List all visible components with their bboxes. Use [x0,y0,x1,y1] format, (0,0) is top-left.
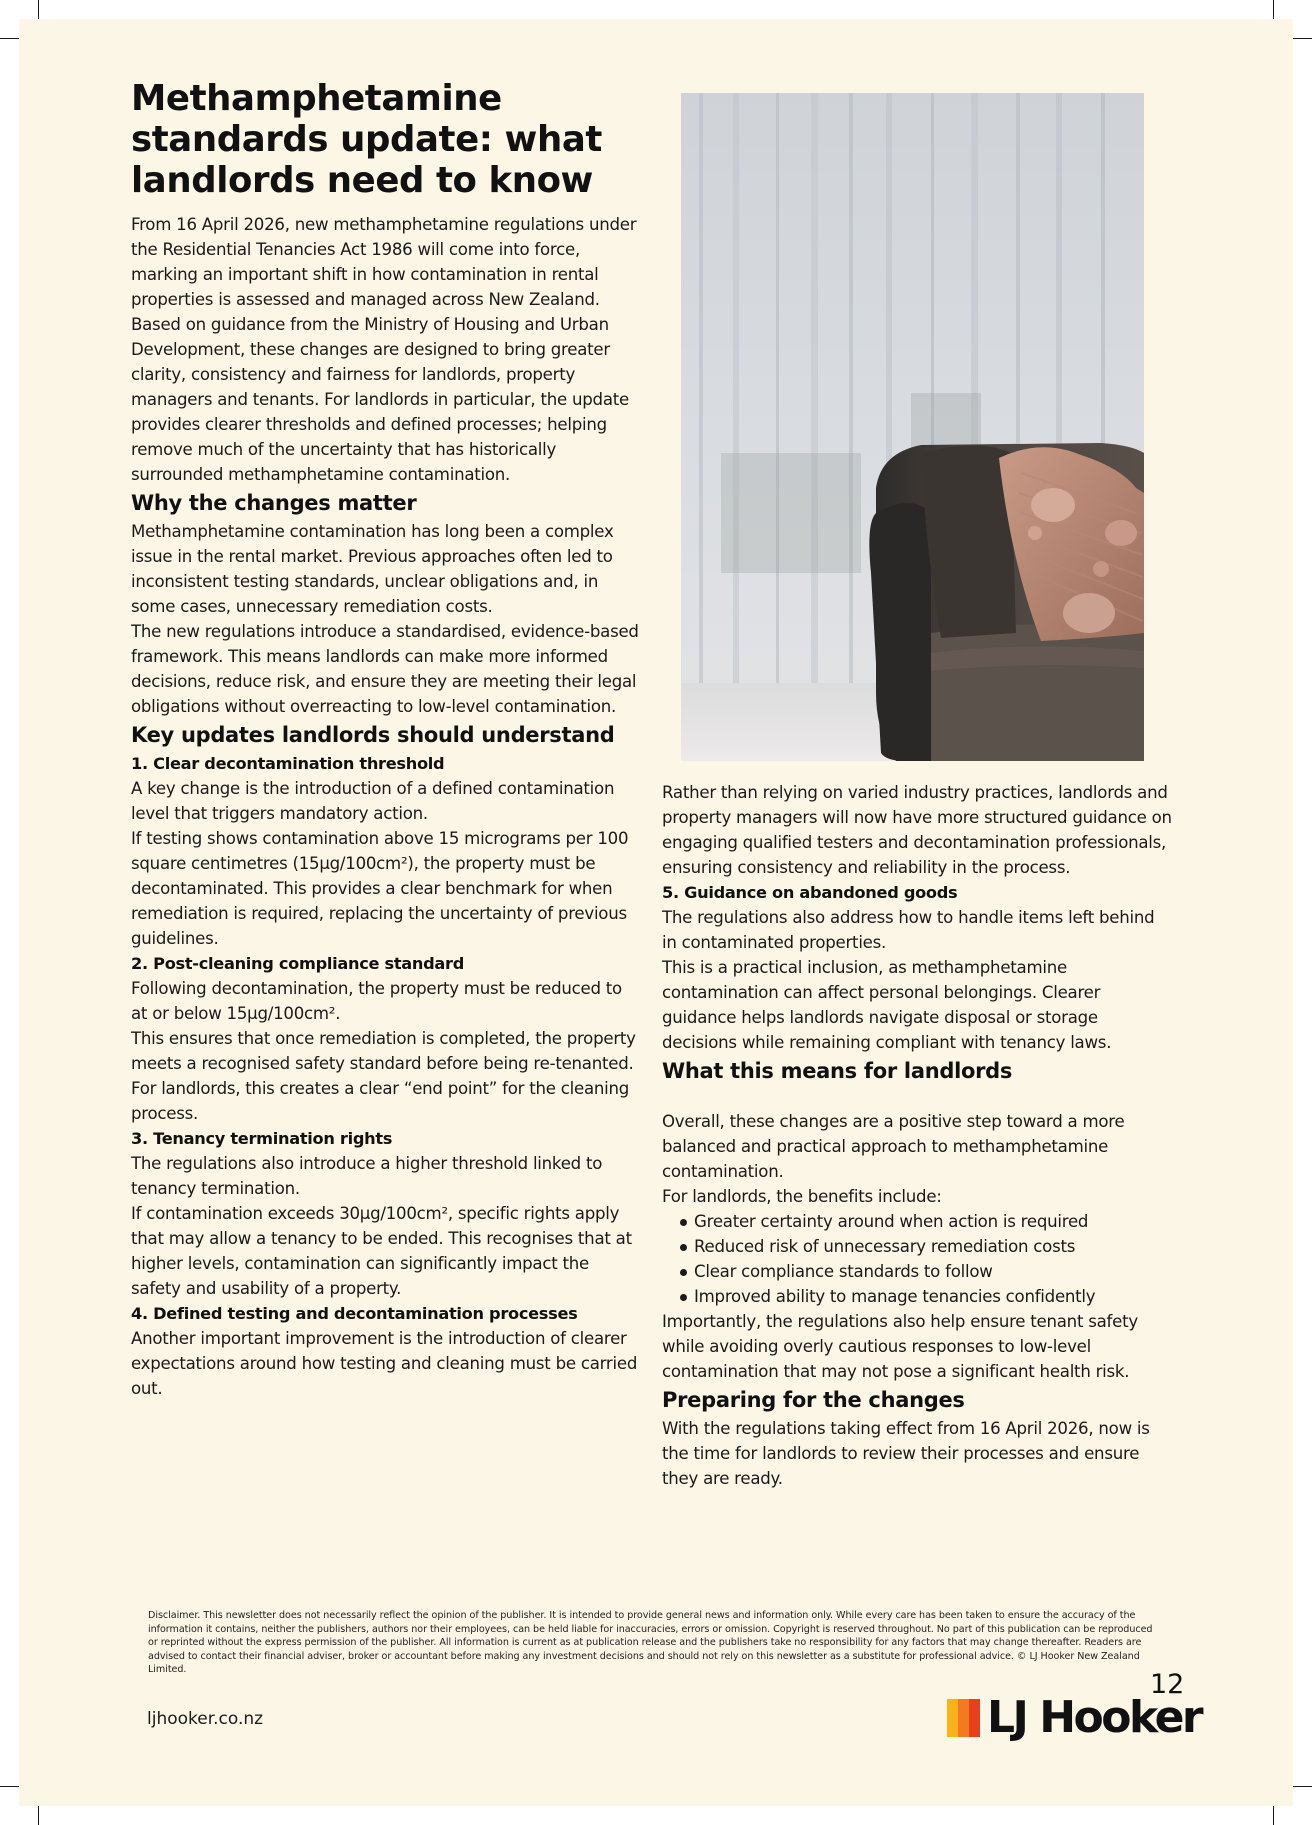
disclaimer-text: Disclaimer. This newsletter does not necessarily reflect the opinion of the publisher. It is intended to provide general news and information only. While every care has been taken to ensure the accuracy of the information it contains, neither the publishers, authors nor their employees, can be held liable for inaccuracies, errors or omission. Copyright is reserved throughout. No part of this publication can be reproduced or reprinted without the express permission of the publisher. All information is current as at publication release and the publishers take no responsibility for any factors that may change thereafter. Readers are advised to contact their financial adviser, broker or accountant before making any investment decisions and should not rely on this newsletter as a substitute for professional advice. © LJ Hooker New Zealand Limited. [148,1610,1153,1675]
list-item: Reduced risk of unnecessary remediation costs [682,1234,1172,1259]
update-title: 3. Tenancy termination rights [131,1129,393,1148]
list-item: Greater certainty around when action is required [682,1209,1172,1234]
list-item: Improved ability to manage tenancies confidently [682,1284,1172,1309]
left-column [131,78,641,1401]
update-paragraph: If testing shows contamination above 15 micrograms per 100 square centimetres (15µg/100cm²), the property must be decontaminated. This provides a clear benchmark for when remediation is required, replacing the uncertainty of previous guidelines. [131,829,629,948]
page-number: 12 [1150,1669,1185,1700]
intro-paragraph: Based on guidance from the Ministry of Housing and Urban Development, these changes are designed to bring greater clarity, consistency and fairness for landlords, property managers and tenants. For landlords in particular, the update provides clearer thresholds and defined processes; helping remove much of the uncertainty that has historically surrounded methamphetamine contamination. [131,315,629,484]
right-column [662,780,1172,1491]
means-paragraph: For landlords, the benefits include: [662,1187,942,1206]
update-paragraph: Another important improvement is the introduction of clearer expectations around how testing and cleaning must be carried out. [131,1329,638,1398]
section-heading-what-this-means: What this means for landlords [662,1059,1013,1083]
crop-mark [0,1786,19,1787]
spacer [662,1087,1172,1109]
website-link[interactable]: ljhooker.co.nz [147,1709,264,1729]
crop-mark [1273,1806,1274,1825]
update-paragraph: If contamination exceeds 30µg/100cm², specific rights apply that may allow a tenancy to be ended. This recognises that at higher levels, contamination can significantly impact the safety and usability of a property. [131,1204,632,1298]
update-paragraph: This ensures that once remediation is completed, the property meets a recognised safety standard before being re-tenanted. For landlords, this creates a clear “end point” for the cleaning process. [131,1029,636,1123]
update-paragraph: Following decontamination, the property must be reduced to at or below 15µg/100cm². [131,979,622,1023]
section-heading-key-updates: Key updates landlords should understand [131,723,615,747]
why-paragraph: The new regulations introduce a standardised, evidence-based framework. This means landlords can make more informed decisions, reduce risk, and ensure they are meeting their legal obligations without overreacting to low-level contamination. [131,622,639,716]
update-paragraph: The regulations also introduce a higher threshold linked to tenancy termination. [131,1154,603,1198]
crop-mark [38,0,39,19]
crop-mark [0,38,19,39]
update-paragraph: A key change is the introduction of a defined contamination level that triggers mandatory action. [131,779,615,823]
update-title: 1. Clear decontamination threshold [131,754,445,773]
update-paragraph: Rather than relying on varied industry practices, landlords and property managers will now have more structured guidance on engaging qualified testers and decontamination professionals, ensuring consistency and reliability in the process. [662,783,1172,877]
sofa-with-cushions-photo [681,93,1144,761]
intro-paragraph: From 16 April 2026, new methamphetamine regulations under the Residential Tenancies Act 1986 will come into force, marking an important shift in how contamination in rental properties is assessed and managed across New Zealand. [131,215,637,309]
list-item: Clear compliance standards to follow [682,1259,1172,1284]
update-title: 5. Guidance on abandoned goods [662,883,958,902]
update-paragraph: The regulations also address how to handle items left behind in contaminated properties. [662,908,1155,952]
means-paragraph: Overall, these changes are a positive step toward a more balanced and practical approach to methamphetamine contamination. [662,1112,1125,1181]
section-heading-why: Why the changes matter [131,491,417,515]
lj-hooker-logo [947,1692,1202,1747]
update-paragraph: This is a practical inclusion, as methamphetamine contamination can affect personal belongings. Clearer guidance helps landlords navigate disposal or storage decisions while remaining compliant with tenancy laws. [662,958,1112,1052]
logo-wordmark: LJ Hooker [987,1692,1202,1743]
crop-mark [1293,1786,1312,1787]
logo-bars-icon [947,1699,987,1739]
benefits-list [662,1209,1172,1309]
why-paragraph: Methamphetamine contamination has long been a complex issue in the rental market. Previous approaches often led to inconsistent testing standards, unclear obligations and, in some cases, unnecessary remediation costs. [131,522,614,616]
article-title: Methamphetamine standards update: what landlords need to know [131,78,602,201]
means-closing-paragraph: Importantly, the regulations also help ensure tenant safety while avoiding overly cautious responses to low-level contamination that may not pose a significant health risk. [662,1312,1138,1381]
crop-mark [1273,0,1274,19]
update-title: 4. Defined testing and decontamination processes [131,1304,578,1323]
update-title: 2. Post-cleaning compliance standard [131,954,465,973]
crop-mark [38,1806,39,1825]
preparing-paragraph: With the regulations taking effect from 16 April 2026, now is the time for landlords to review their processes and ensure they are ready. [662,1419,1150,1488]
crop-mark [1293,38,1312,39]
section-heading-preparing: Preparing for the changes [662,1388,965,1412]
